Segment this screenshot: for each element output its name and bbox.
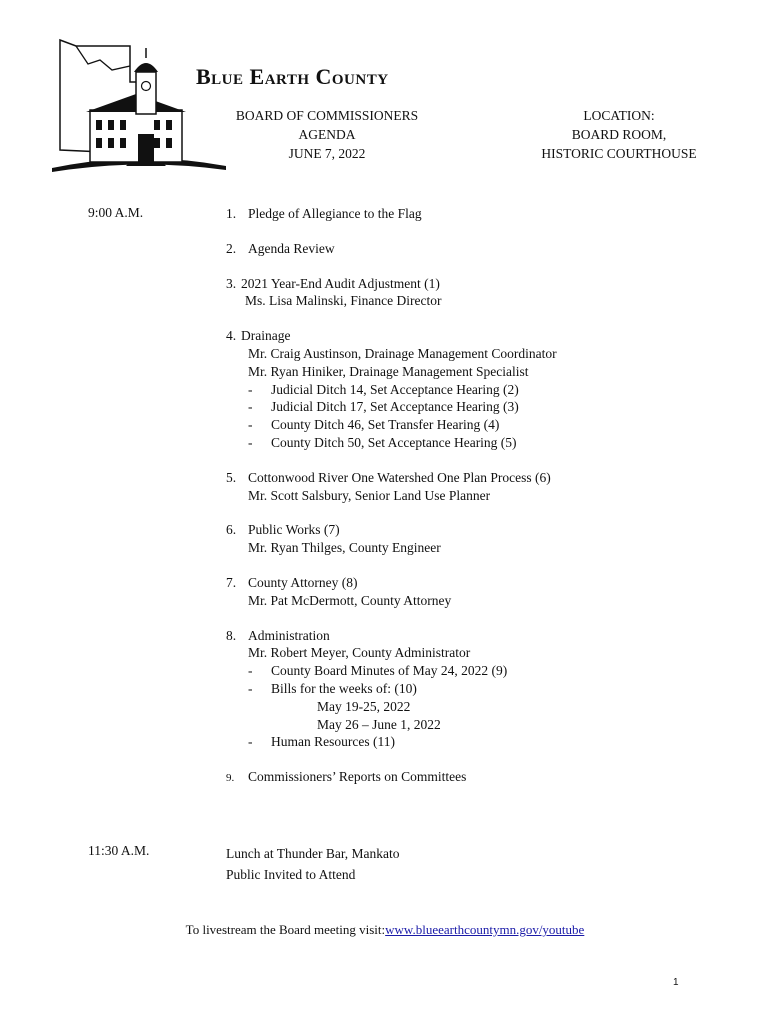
item-title: County Attorney (8) — [248, 574, 358, 590]
sub-item: - County Ditch 50, Set Acceptance Hearing (5) — [248, 434, 517, 450]
location-header — [530, 106, 708, 163]
location-room: BOARD ROOM, — [571, 127, 667, 142]
agenda-item-8 — [226, 627, 726, 752]
sub-item: - Judicial Ditch 14, Set Acceptance Hearing (2) — [248, 381, 519, 397]
item-number: 6. — [226, 522, 237, 538]
item-number: 4. — [226, 328, 237, 344]
time-morning: 9:00 A.M. — [88, 205, 144, 220]
agenda-item-5 — [226, 469, 726, 505]
agenda-item-6 — [226, 521, 726, 557]
sub-item: - Bills for the weeks of: (10) — [248, 680, 417, 696]
board-header-line: BOARD OF COMMISSIONERS — [235, 108, 419, 123]
sub-item: - County Board Minutes of May 24, 2022 (9) — [248, 663, 508, 679]
item-number: 8. — [226, 627, 237, 643]
county-name: Blue Earth County — [196, 64, 389, 89]
item-presenter: Mr. Craig Austinson, Drainage Management Coordinator — [248, 345, 557, 361]
board-header — [222, 106, 432, 163]
item-number: 7. — [226, 574, 237, 590]
time-noon: 11:30 A.M. — [88, 843, 150, 858]
agenda-item-3 — [226, 275, 726, 311]
agenda-item-4 — [226, 327, 726, 452]
sub-item: - County Ditch 46, Set Transfer Hearing (4) — [248, 417, 500, 433]
item-presenter: Ms. Lisa Malinski, Finance Director — [245, 293, 442, 309]
bill-date: May 19-25, 2022 — [317, 698, 411, 714]
item-title: Administration — [248, 627, 330, 643]
location-building: HISTORIC COURTHOUSE — [541, 146, 697, 161]
item-number: 5. — [226, 469, 237, 485]
item-presenter: Mr. Ryan Hiniker, Drainage Management Specialist — [248, 363, 529, 379]
item-title: Agenda Review — [248, 240, 335, 256]
lunch-block — [226, 843, 400, 885]
agenda-item-7 — [226, 574, 726, 610]
item-presenter: Mr. Scott Salsbury, Senior Land Use Planner — [248, 487, 491, 503]
courthouse-icon — [50, 38, 230, 174]
item-presenter: Mr. Ryan Thilges, County Engineer — [248, 540, 441, 556]
item-number: 9. — [226, 772, 235, 785]
sub-item: - Judicial Ditch 17, Set Acceptance Hearing (3) — [248, 399, 519, 415]
item-title: Commissioners’ Reports on Committees — [248, 769, 467, 785]
sub-item: - Human Resources (11) — [248, 734, 395, 750]
item-title: Cottonwood River One Watershed One Plan Process (6) — [248, 469, 551, 485]
livestream-notice — [0, 922, 770, 938]
location-label: LOCATION: — [583, 108, 655, 123]
agenda-item-1 — [226, 205, 726, 223]
item-title: Public Works (7) — [248, 522, 340, 538]
agenda-header-line: AGENDA — [298, 127, 356, 142]
item-title: Pledge of Allegiance to the Flag — [248, 206, 422, 221]
livestream-link[interactable]: www.blueearthcountymn.gov/youtube — [385, 922, 585, 937]
agenda-item-9 — [226, 768, 726, 788]
item-presenter: Mr. Robert Meyer, County Administrator — [248, 645, 471, 661]
bill-date: May 26 – June 1, 2022 — [317, 716, 441, 732]
lunch-location: Lunch at Thunder Bar, Mankato — [226, 846, 400, 861]
item-title: Drainage — [241, 328, 291, 344]
lunch-note: Public Invited to Attend — [226, 867, 356, 882]
agenda-item-2 — [226, 240, 726, 258]
item-number: 3. — [226, 275, 237, 291]
date-header-line: JUNE 7, 2022 — [288, 146, 366, 161]
livestream-text: To livestream the Board meeting visit: — [185, 922, 386, 937]
item-title: 2021 Year-End Audit Adjustment (1) — [241, 275, 440, 291]
item-number: 1. — [226, 206, 237, 221]
item-number: 2. — [226, 240, 237, 256]
page-number: 1 — [673, 977, 679, 988]
item-presenter: Mr. Pat McDermott, County Attorney — [248, 592, 452, 608]
agenda-list — [226, 205, 726, 805]
